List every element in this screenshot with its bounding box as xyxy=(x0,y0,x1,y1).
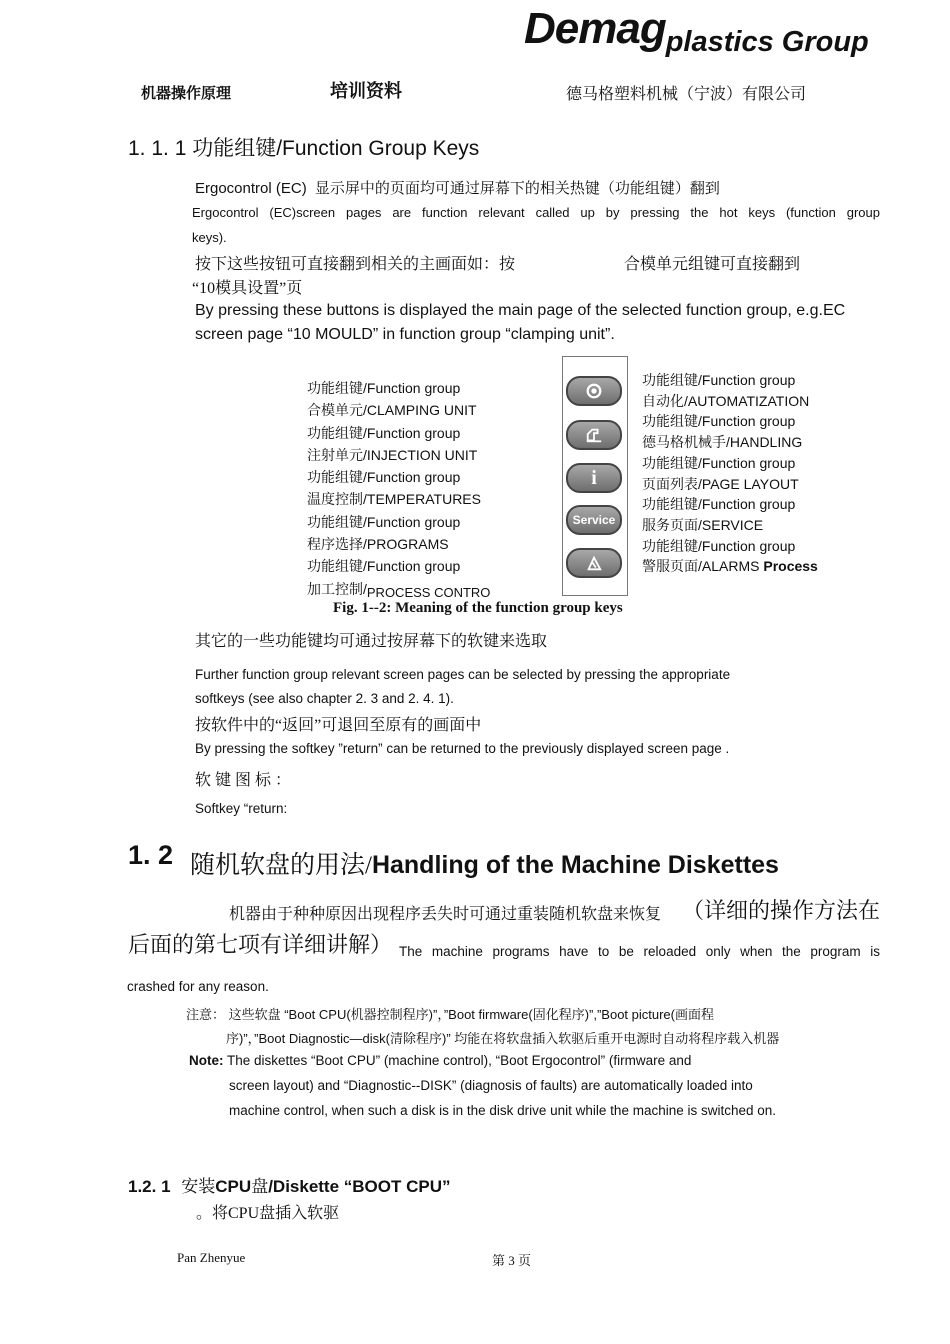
p2-en-line2: screen page “10 MOULD” in function group “clamping unit”. xyxy=(195,326,615,343)
right-label: 功能组键/Function group xyxy=(642,537,796,554)
left-label-last xyxy=(307,578,490,601)
section-121-title-cn: 安装 xyxy=(181,1177,216,1196)
left-label: 注射单元/INJECTION UNIT xyxy=(307,446,478,463)
after-en3: Softkey “return: xyxy=(195,801,288,816)
left-label: 功能组键/Function group xyxy=(307,424,461,441)
section-121-heading xyxy=(128,1172,451,1197)
figure-caption: Fig. 1--2: Meaning of the function group keys xyxy=(333,600,623,616)
page-layout-key[interactable] xyxy=(566,463,622,493)
handling-key[interactable] xyxy=(566,420,622,450)
after-cn3: 软 键 图 标 ： xyxy=(195,772,292,789)
p1-cn xyxy=(195,177,720,198)
function-key-panel xyxy=(562,356,628,596)
left-last-en: PROCESS CONTRO xyxy=(366,584,491,600)
mould-icon xyxy=(585,382,603,400)
p2-en-line1: By pressing these buttons is displayed the main page of the selected function group, e.g.EC xyxy=(195,302,846,319)
after-cn1: 其它的一些功能键均可通过按屏幕下的软键来选取 xyxy=(195,633,548,650)
header-company: 德马格塑料机械（宁波）有限公司 xyxy=(566,86,807,103)
footer-page-number: 第 3 页 xyxy=(492,1253,532,1268)
s12-p1-cn-c: 后面的第七项有详细讲解） xyxy=(128,932,393,957)
p1-cn-rest: 显示屏中的页面均可通过屏幕下的相关热键（功能组键）翻到 xyxy=(314,181,720,197)
service-key[interactable] xyxy=(566,505,622,535)
right-label: 德马格机械手/HANDLING xyxy=(642,434,803,451)
left-label: 温度控制/TEMPERATURES xyxy=(307,491,481,508)
s12-p1-en-a: The machine programs have to be reloaded only when the program is xyxy=(399,944,880,959)
s12-p1-cn-a: 机器由于种种原因出现程序丢失时可通过重装随机软盘来恢复 xyxy=(229,906,662,923)
s12-p1-cn-b: （详细的操作方法在 xyxy=(682,898,881,923)
left-label: 功能组键/Function group xyxy=(307,513,461,530)
p2-cn-c: “10模具设置”页 xyxy=(192,280,303,297)
p1-en-line1: Ergocontrol (EC)screen pages are function relevant called up by pressing the hot keys (function group xyxy=(192,205,880,220)
footer-author: Pan Zhenyue xyxy=(177,1250,246,1265)
note-en-line3: machine control, when such a disk is in the disk drive unit while the machine is switched on. xyxy=(229,1103,777,1118)
left-last-cn: 加工控制/ xyxy=(307,580,367,597)
right-label-last xyxy=(642,556,818,577)
brand-logo xyxy=(524,4,869,58)
figure-right-labels xyxy=(642,370,818,577)
left-label: 程序选择/PROGRAMS xyxy=(307,536,449,553)
after-cn2: 按软件中的“返回”可退回至原有的画面中 xyxy=(195,717,482,734)
section-12-title xyxy=(190,845,779,881)
note-cn-line2: 序)”，”Boot Diagnostic—disk(清除程序)” 均能在将软盘插入软驱后重开电源时自动将程序载入机器 xyxy=(226,1031,780,1046)
section-121-title-rest: /Diskette “BOOT CPU” xyxy=(268,1177,451,1196)
right-label: 功能组键/Function group xyxy=(642,372,796,388)
right-last-bold: Process xyxy=(759,558,818,575)
after-en1-line2: softkeys (see also chapter 2. 3 and 2. 4. 1). xyxy=(195,691,454,706)
note-en-line2: screen layout) and “Diagnostic--DISK” (diagnosis of faults) are automatically loaded into xyxy=(229,1078,753,1093)
right-label: 功能组键/Function group xyxy=(642,496,796,513)
service-key-label: Service xyxy=(572,513,616,527)
p2-cn-b: 合模单元组键可直接翻到 xyxy=(624,256,801,273)
handling-robot-icon xyxy=(585,426,603,444)
note-cn-line1: 注意： 这些软盘 “Boot CPU(机器控制程序)”，”Boot firmware(固化程序)”,”Boot picture(画面程 xyxy=(186,1007,714,1022)
section-121-step: 。将CPU盘插入软驱 xyxy=(196,1205,340,1222)
left-label: 功能组键/Function group xyxy=(307,380,461,396)
section-12-title-cn: 随机软盘的用法/ xyxy=(190,852,372,879)
section-12-title-en: Handling of the Machine Diskettes xyxy=(371,851,779,879)
note-en-line1 xyxy=(189,1053,691,1068)
right-label: 功能组键/Function group xyxy=(642,413,796,430)
right-last: 警服页面/ALARMS xyxy=(642,558,760,575)
header-left-title: 机器操作原理 xyxy=(141,85,232,102)
note-label: Note: xyxy=(189,1053,224,1068)
left-label: 合模单元/CLAMPING UNIT xyxy=(307,402,477,419)
alarm-key[interactable] xyxy=(566,548,622,578)
p2-cn-a: 按下这些按钮可直接翻到相关的主画面如：按 xyxy=(195,256,516,273)
p1-en-line2: keys). xyxy=(192,230,227,245)
section-121-title-cn2: 盘 xyxy=(251,1177,269,1196)
right-label: 页面列表/PAGE LAYOUT xyxy=(642,475,799,492)
left-label: 功能组键/Function group xyxy=(307,558,461,575)
section-121-number: 1.2. 1 xyxy=(128,1177,171,1196)
figure-left-labels xyxy=(307,377,490,601)
mould-key[interactable] xyxy=(566,376,622,406)
brand-sub: plastics Group xyxy=(665,26,869,58)
right-label: 功能组键/Function group xyxy=(642,454,796,471)
section-heading-111: 1. 1. 1 功能组键/Function Group Keys xyxy=(128,137,480,160)
header-center-title: 培训资料 xyxy=(330,81,402,101)
note-en-text: The diskettes “Boot CPU” (machine control), “Boot Ergocontrol” (firmware and xyxy=(223,1053,692,1068)
s12-p1-en-b: crashed for any reason. xyxy=(127,979,269,994)
brand-main: Demag xyxy=(524,4,666,53)
after-en2: By pressing the softkey ”return” can be returned to the previously displayed screen page . xyxy=(195,741,730,756)
alarm-triangle-icon xyxy=(585,554,603,572)
right-label: 服务页面/SERVICE xyxy=(642,516,764,533)
section-121-title-b: CPU xyxy=(215,1177,252,1196)
p1-cn-lead: Ergocontrol (EC) xyxy=(195,180,307,197)
section-12-number: 1. 2 xyxy=(128,840,174,870)
info-icon: i xyxy=(591,466,597,489)
after-en1-line1: Further function group relevant screen pages can be selected by pressing the appropriate xyxy=(195,667,731,682)
right-label: 自动化/AUTOMATIZATION xyxy=(642,392,810,409)
left-label: 功能组键/Function group xyxy=(307,469,461,486)
